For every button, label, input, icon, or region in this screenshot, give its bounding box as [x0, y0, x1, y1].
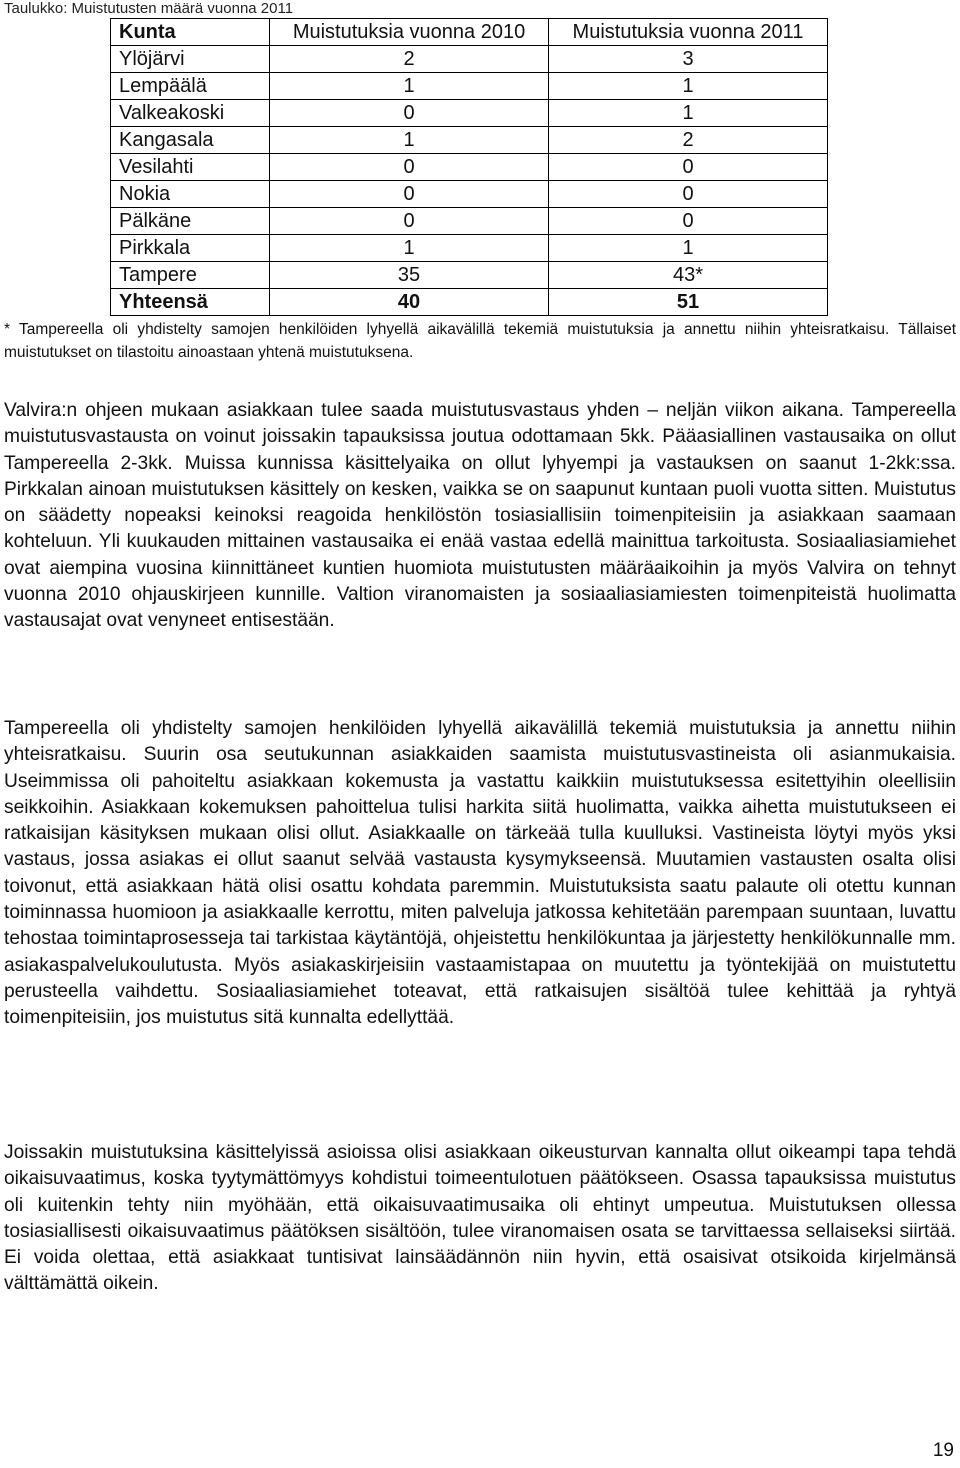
cell-municipality: Ylöjärvi — [111, 46, 270, 73]
cell-total-2011: 51 — [549, 289, 828, 316]
cell-municipality: Vesilahti — [111, 154, 270, 181]
complaints-table — [110, 18, 828, 316]
page-number: 19 — [932, 1440, 954, 1461]
cell-municipality: Nokia — [111, 181, 270, 208]
cell-2010: 0 — [270, 208, 549, 235]
header-2011: Muistutuksia vuonna 2011 — [549, 19, 828, 46]
paragraph-response-times: Valvira:n ohjeen mukaan asiakkaan tulee saada muistutusvastaus yhden – neljän viikon aikana. Tampereella muistutusvastausta on voinut joissakin tapauksissa joutua odottamaan 5kk. Pääasiallinen vastausaika on ollut Tampereella 2-3kk. Muissa kunnissa käsittelyaika on ollut lyhyempi ja vastauksen on saanut 1-2kk:ssa. Pirkkalan ainoan muistutuksen käsittely on kesken, vaikka se on saapunut kuntaan puoli vuotta sitten. Muistutus on säädetty nopeaksi keinoksi reagoida henkilöstön tosiasiallisiin toimenpiteisiin ja asiakkaan saamaan kohteluun. Yli kuukauden mittainen vastausaika ei enää vastaa edellä mainittua tarkoitusta. Sosiaaliasiamiehet ovat aiempina vuosina kiinnittäneet kuntien huomiota muistutusten määräaikoihin ja myös Valvira on tehnyt vuonna 2010 ohjauskirjeen kunnille. Valtion viranomaisten ja sosiaaliasiamiesten toimenpiteistä huolimatta vastausajat ovat venyneet entisestään. — [4, 400, 956, 632]
cell-2010: 2 — [270, 46, 549, 73]
table-row — [111, 127, 828, 154]
table-caption: Taulukko: Muistutusten määrä vuonna 2011 — [4, 0, 294, 17]
cell-2011: 0 — [549, 208, 828, 235]
cell-municipality: Kangasala — [111, 127, 270, 154]
cell-2011: 1 — [549, 100, 828, 127]
cell-2010: 35 — [270, 262, 549, 289]
cell-2010: 1 — [270, 127, 549, 154]
table-footnote: * Tampereella oli yhdistelty samojen henkilöiden lyhyellä aikavälillä tekemiä muistutuksia ja annettu niihin yhteisratkaisu. Tällaiset muistutukset on tilastoitu ainoastaan yhtenä muistutuksena. — [4, 321, 956, 361]
table-row — [111, 154, 828, 181]
cell-2011: 1 — [549, 235, 828, 262]
table-row — [111, 181, 828, 208]
cell-2011: 43* — [549, 262, 828, 289]
header-2010: Muistutuksia vuonna 2010 — [270, 19, 549, 46]
cell-municipality: Pälkäne — [111, 208, 270, 235]
header-municipality: Kunta — [111, 19, 270, 46]
cell-2011: 0 — [549, 154, 828, 181]
cell-municipality: Tampere — [111, 262, 270, 289]
table-row — [111, 46, 828, 73]
cell-2011: 0 — [549, 181, 828, 208]
table-row — [111, 235, 828, 262]
cell-2011: 3 — [549, 46, 828, 73]
cell-municipality: Pirkkala — [111, 235, 270, 262]
cell-2010: 0 — [270, 100, 549, 127]
cell-2011: 1 — [549, 73, 828, 100]
cell-2010: 0 — [270, 181, 549, 208]
paragraph-tampere-responses: Tampereella oli yhdistelty samojen henkilöiden lyhyellä aikavälillä tekemiä muistutuksia ja annettu niihin yhteisratkaisu. Suurin osa seutukunnan asiakkaiden saamista muistutusvastineista oli asianmukaisia. Useimmissa oli pahoiteltu asiakkaan kokemusta ja vastattu kaikkiin muistutuksessa esitettyihin oleellisiin seikkoihin. Asiakkaan kokemuksen pahoittelua tulisi harkita siitä huolimatta, vaikka aihetta muistutukseen ei ratkaisijan käsityksen mukaan olisi ollut. Asiakkaalle on tärkeää tulla kuulluksi. Vastineista löytyi myös yksi vastaus, jossa asiakas ei ollut saanut selvää vastausta kysymykseensä. Muutamien vastausten osalta olisi toivonut, että asiakkaan hätä olisi osattu kohdata paremmin. Muistutuksista saatu palaute oli otettu kunnan toiminnassa huomioon ja asiakkaalle kerrottu, miten palveluja jatkossa kehitetään parempaan suuntaan, luvattu tehostaa toimintaprosesseja tai tarkistaa käytäntöjä, ohjeistettu henkilökuntaa ja järjestetty henkilökunnalle mm. asiakaspalvelukoulutusta. Myös asiakaskirjeisiin vastaamistapaa on muutettu ja työntekijää on muistutettu perusteella vaihdettu. Sosiaaliasiamiehet toteavat, että ratkaisujen sisältöä tulee kehittää ja ryhtyä toimenpiteisiin, jos muistutus sitä kunnalta edellyttää. — [4, 718, 956, 1029]
cell-total-2010: 40 — [270, 289, 549, 316]
cell-2010: 1 — [270, 73, 549, 100]
table-row — [111, 100, 828, 127]
cell-2011: 2 — [549, 127, 828, 154]
table-total-row — [111, 289, 828, 316]
cell-municipality: Valkeakoski — [111, 100, 270, 127]
table-header-row — [111, 19, 828, 46]
table-row — [111, 208, 828, 235]
paragraph-rectification-requests: Joissakin muistutuksina käsittelyissä asioissa olisi asiakkaan oikeusturvan kannalta ollut oikeampi tapa tehdä oikaisuvaatimus, koska tyytymättömyys kohdistui toimeentulotuen päätökseen. Osassa tapauksissa muistutus oli kuitenkin tehty niin myöhään, että oikaisuvaatimusaika oli ehtinyt umpeutua. Muistutuksen ollessa tosiasiallisesti oikaisuvaatimus päätöksen sisältöön, tulee viranomaisen osata se tarvittaessa sellaiseksi siirtää. Ei voida olettaa, että asiakkaat tuntisivat lainsäädännön niin hyvin, että osaisivat otsikoida kirjelmänsä välttämättä oikein. — [4, 1142, 956, 1295]
table-row — [111, 262, 828, 289]
cell-total-label: Yhteensä — [111, 289, 270, 316]
cell-2010: 0 — [270, 154, 549, 181]
table-row — [111, 73, 828, 100]
cell-municipality: Lempäälä — [111, 73, 270, 100]
cell-2010: 1 — [270, 235, 549, 262]
